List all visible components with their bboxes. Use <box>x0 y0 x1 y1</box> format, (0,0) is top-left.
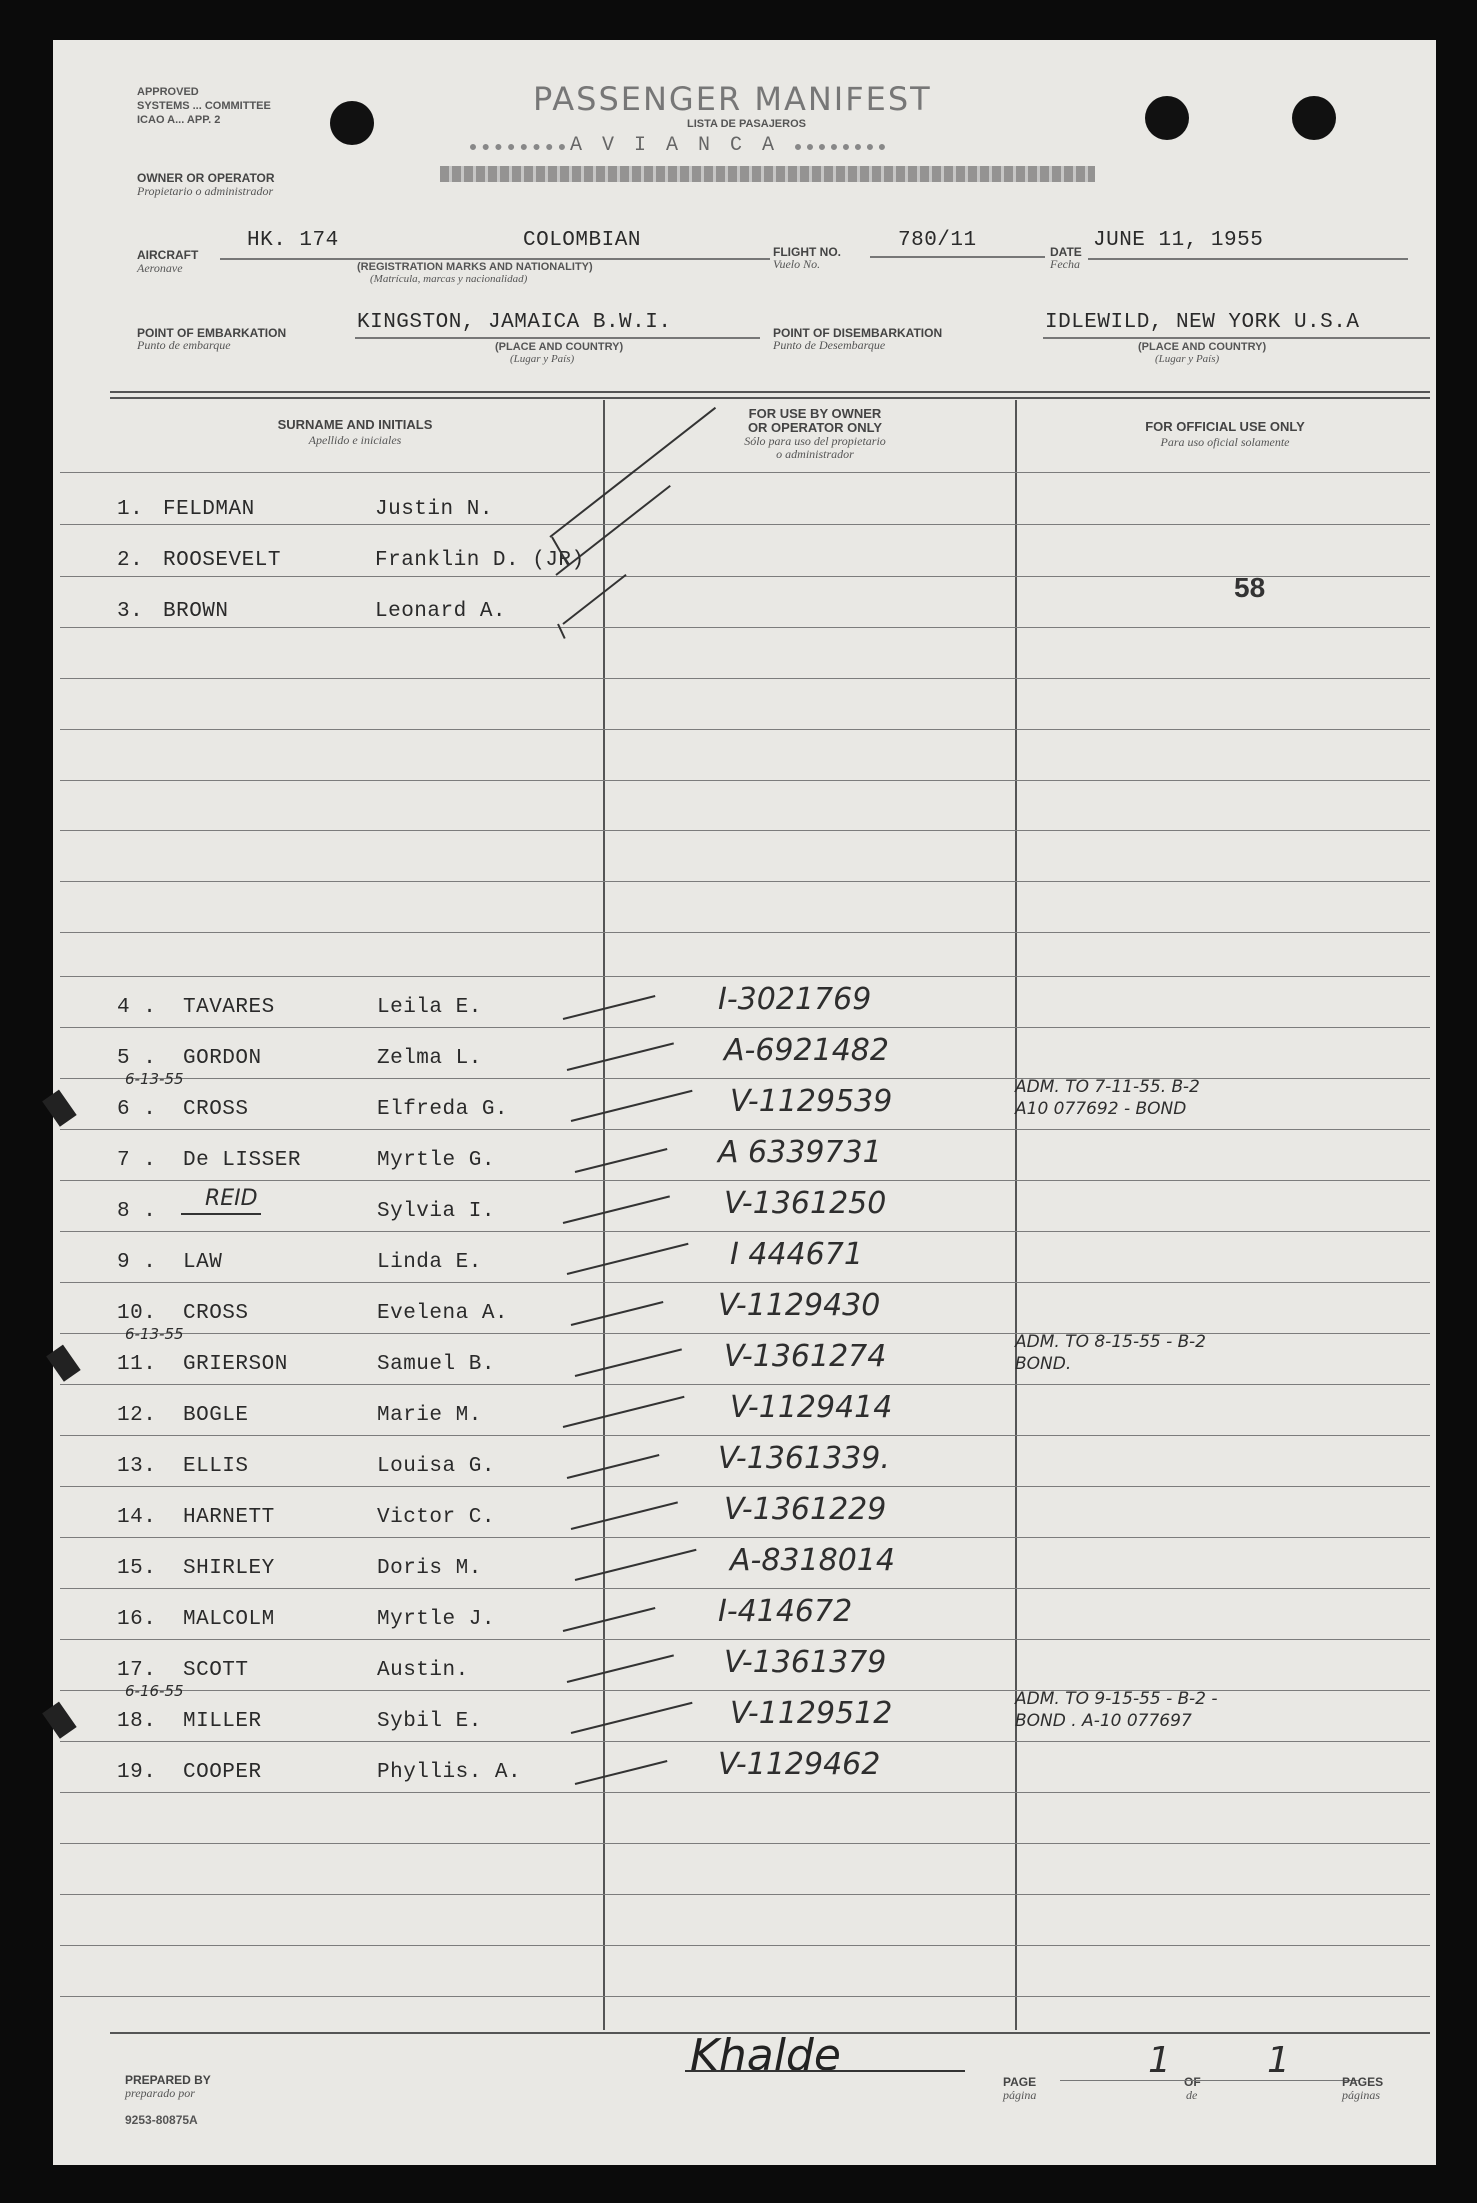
disembarkation-point: IDLEWILD, NEW YORK U.S.A <box>1045 311 1360 334</box>
travel-document-number: V-1129539 <box>730 1084 893 1119</box>
ruled-line <box>60 976 1430 977</box>
passenger-given-name: Phyllis. A. <box>377 1761 522 1784</box>
ruled-line <box>60 1894 1430 1895</box>
official-annotation: ADM. TO 7-11-55. B-2 A10 077692 - BOND <box>1015 1077 1200 1119</box>
row-number: 18. <box>117 1710 157 1733</box>
owner-label-es: Propietario o administrador <box>137 184 274 198</box>
prepared-by-label-es: preparado por <box>125 2086 195 2100</box>
disembarkation-underline <box>1043 337 1430 339</box>
table-top-border <box>110 391 1430 399</box>
owner-label: OWNER OR OPERATOR <box>137 171 275 185</box>
passenger-surname: De LISSER <box>183 1149 301 1172</box>
travel-document-number: V-1129414 <box>730 1390 893 1425</box>
ruled-line <box>60 1282 1430 1283</box>
passenger-given-name: Evelena A. <box>377 1302 509 1325</box>
passenger-given-name: Samuel B. <box>377 1353 495 1376</box>
row-number: 10. <box>117 1302 157 1325</box>
row-number: 11. <box>117 1353 157 1376</box>
passenger-surname: COOPER <box>183 1761 262 1784</box>
ruled-line <box>60 1231 1430 1232</box>
flight-no-label-es: Vuelo No. <box>773 257 821 271</box>
ruled-line <box>60 1333 1430 1334</box>
disembarkation-label: POINT OF DISEMBARKATION <box>773 326 943 340</box>
row-number: 2. <box>117 549 144 572</box>
page-underline <box>1060 2080 1360 2081</box>
embarkation-label-es: Punto de embarque <box>137 338 231 352</box>
approval-line: ICAO A... APP. 2 <box>137 114 221 126</box>
passenger-surname: ROOSEVELT <box>163 549 281 572</box>
margin-scribble-icon: █ <box>47 1345 81 1383</box>
punch-hole <box>1145 96 1189 140</box>
approval-line: SYSTEMS ... COMMITTEE <box>137 100 271 112</box>
travel-document-number: V-1129430 <box>718 1288 881 1323</box>
travel-document-number: A-8318014 <box>730 1543 895 1578</box>
passenger-surname: BROWN <box>163 600 229 623</box>
embarkation-point: KINGSTON, JAMAICA B.W.I. <box>357 311 672 334</box>
page-label-es: página <box>1003 2088 1037 2102</box>
pages-total: 1 <box>1267 2040 1290 2081</box>
flight-number: 780/11 <box>898 229 977 252</box>
row-number: 3. <box>117 600 144 623</box>
ruled-line <box>60 881 1430 882</box>
travel-document-number: I-3021769 <box>718 982 872 1017</box>
ruled-line <box>60 1027 1430 1028</box>
prepared-by-label: PREPARED BY <box>125 2073 211 2087</box>
row-number: 19. <box>117 1761 157 1784</box>
travel-document-number: V-1129512 <box>730 1696 893 1731</box>
of-label: OF <box>1184 2075 1201 2089</box>
surname-correction: REID <box>205 1186 258 1211</box>
travel-document-number: I 444671 <box>730 1237 863 1272</box>
preparer-signature: Khalde <box>690 2030 841 2081</box>
passenger-surname: FELDMAN <box>163 498 255 521</box>
punch-hole <box>330 101 374 145</box>
passenger-given-name: Austin. <box>377 1659 469 1682</box>
flight-no-label: FLIGHT NO. <box>773 245 841 259</box>
passenger-given-name: Franklin D. (JR) <box>375 549 585 572</box>
passenger-given-name: Sylvia I. <box>377 1200 495 1223</box>
margin-scribble-icon: █ <box>43 1702 77 1740</box>
place-caption: (PLACE AND COUNTRY) <box>495 341 624 353</box>
passenger-surname: GRIERSON <box>183 1353 288 1376</box>
official-annotation: ADM. TO 9-15-55 - B-2 - BOND . A-10 077697 <box>1015 1689 1218 1731</box>
passenger-given-name: Marie M. <box>377 1404 482 1427</box>
row-number: 14. <box>117 1506 157 1529</box>
ruled-line <box>60 830 1430 831</box>
ruled-line <box>60 678 1430 679</box>
passenger-surname: MILLER <box>183 1710 262 1733</box>
margin-scribble-icon: █ <box>43 1090 77 1128</box>
ruled-line <box>60 1537 1430 1538</box>
column-header-owner-es: Sólo para uso del propietario o administrador <box>744 434 886 461</box>
ruled-line <box>60 729 1430 730</box>
margin-date-note: 6-13-55 <box>125 1325 184 1343</box>
airline-ornament <box>795 144 885 150</box>
row-number: 1. <box>117 498 144 521</box>
ruled-line <box>60 780 1430 781</box>
row-number: 7 . <box>117 1149 157 1172</box>
official-count: 58 <box>1234 572 1266 603</box>
passenger-given-name: Doris M. <box>377 1557 482 1580</box>
ruled-line <box>60 1180 1430 1181</box>
passenger-surname: SHIRLEY <box>183 1557 275 1580</box>
passenger-given-name: Elfreda G. <box>377 1098 509 1121</box>
ruled-line <box>60 1435 1430 1436</box>
approval-line: APPROVED <box>137 86 199 98</box>
ruled-line <box>60 576 1430 577</box>
ruled-line <box>60 1996 1430 1997</box>
passenger-surname: GORDON <box>183 1047 262 1070</box>
passenger-surname: CROSS <box>183 1098 249 1121</box>
column-header-surname-es: Apellido e iniciales <box>308 433 402 447</box>
signature-underline <box>685 2070 965 2072</box>
place-caption-es: (Lugar y País) <box>510 353 575 365</box>
row-number: 8 . <box>117 1200 157 1223</box>
date-underline <box>1088 258 1408 260</box>
ruled-line <box>60 1384 1430 1385</box>
passenger-given-name: Myrtle J. <box>377 1608 495 1631</box>
aircraft-underline <box>220 258 770 260</box>
date-label: DATE <box>1050 245 1082 259</box>
ruled-line <box>60 1945 1430 1946</box>
struck-airline-name <box>440 166 1095 182</box>
page-title-spanish: LISTA DE PASAJEROS <box>687 118 806 130</box>
row-number: 13. <box>117 1455 157 1478</box>
passenger-given-name: Leila E. <box>377 996 482 1019</box>
place-caption-es: (Lugar y País) <box>1155 353 1220 365</box>
airline-ornament <box>470 144 565 150</box>
row-number: 6 . <box>117 1098 157 1121</box>
row-number: 15. <box>117 1557 157 1580</box>
passenger-surname: CROSS <box>183 1302 249 1325</box>
travel-document-number: V-1129462 <box>718 1747 881 1782</box>
column-header-owner: FOR USE BY OWNER OR OPERATOR ONLY <box>747 406 883 435</box>
aircraft-label: AIRCRAFT <box>137 248 199 262</box>
passenger-given-name: Justin N. <box>375 498 493 521</box>
passenger-surname: HARNETT <box>183 1506 275 1529</box>
row-number: 5 . <box>117 1047 157 1070</box>
column-header-official: FOR OFFICIAL USE ONLY <box>1145 419 1305 434</box>
row-number: 4 . <box>117 996 157 1019</box>
travel-document-number: I-414672 <box>718 1594 853 1629</box>
aircraft-nationality: COLOMBIAN <box>523 229 641 252</box>
page-number: 1 <box>1148 2040 1171 2081</box>
passenger-surname: MALCOLM <box>183 1608 275 1631</box>
passenger-given-name: Myrtle G. <box>377 1149 495 1172</box>
flight-date: JUNE 11, 1955 <box>1093 229 1264 252</box>
registration-caption-es: (Matrícula, marcas y nacionalidad) <box>370 273 528 285</box>
ruled-line <box>60 1792 1430 1793</box>
ruled-line <box>60 932 1430 933</box>
row-number: 9 . <box>117 1251 157 1274</box>
column-divider <box>603 400 605 2030</box>
form-number: 9253-80875A <box>125 2113 198 2127</box>
travel-document-number: V-1361379 <box>724 1645 887 1680</box>
passenger-given-name: Sybil E. <box>377 1710 482 1733</box>
row-number: 17. <box>117 1659 157 1682</box>
row-number: 12. <box>117 1404 157 1427</box>
passenger-surname: ELLIS <box>183 1455 249 1478</box>
passenger-given-name: Victor C. <box>377 1506 495 1529</box>
margin-date-note: 6-13-55 <box>125 1070 184 1088</box>
page-label: PAGE <box>1003 2075 1037 2089</box>
official-annotation: ADM. TO 8-15-55 - B-2 BOND. <box>1015 1332 1206 1374</box>
of-label-es: de <box>1186 2088 1198 2102</box>
column-divider <box>1015 400 1017 2030</box>
travel-document-number: V-1361274 <box>724 1339 887 1374</box>
surname-strikethrough <box>181 1213 261 1215</box>
row-number: 16. <box>117 1608 157 1631</box>
passenger-surname: TAVARES <box>183 996 275 1019</box>
embarkation-label: POINT OF EMBARKATION <box>137 326 287 340</box>
passenger-given-name: Louisa G. <box>377 1455 495 1478</box>
ruled-line <box>60 1129 1430 1130</box>
pages-label: PAGES <box>1342 2075 1384 2089</box>
travel-document-number: A 6339731 <box>718 1135 882 1170</box>
pages-label-es: páginas <box>1342 2088 1381 2102</box>
passenger-given-name: Leonard A. <box>375 600 507 623</box>
disembarkation-label-es: Punto de Desembarque <box>773 338 886 352</box>
date-label-es: Fecha <box>1050 257 1080 271</box>
registration-caption: (REGISTRATION MARKS AND NATIONALITY) <box>357 261 593 273</box>
page-title: PASSENGER MANIFEST <box>533 80 932 118</box>
passenger-surname: SCOTT <box>183 1659 249 1682</box>
airline-name: A V I A N C A <box>570 134 779 157</box>
embarkation-underline <box>355 337 760 339</box>
ruled-line <box>60 472 1430 473</box>
passenger-surname: BOGLE <box>183 1404 249 1427</box>
aircraft-registration: HK. 174 <box>247 229 339 252</box>
place-caption: (PLACE AND COUNTRY) <box>1138 341 1267 353</box>
ruled-line <box>60 1639 1430 1640</box>
margin-date-note: 6-16-55 <box>125 1682 184 1700</box>
travel-document-number: V-1361229 <box>724 1492 887 1527</box>
ruled-line <box>60 1690 1430 1691</box>
ruled-line <box>60 1843 1430 1844</box>
punch-hole <box>1292 96 1336 140</box>
travel-document-number: V-1361250 <box>724 1186 887 1221</box>
ruled-line <box>60 627 1430 628</box>
passenger-given-name: Linda E. <box>377 1251 482 1274</box>
aircraft-label-es: Aeronave <box>137 261 183 275</box>
ruled-line <box>60 1741 1430 1742</box>
ruled-line <box>60 1078 1430 1079</box>
column-header-official-es: Para uso oficial solamente <box>1160 435 1290 449</box>
flight-underline <box>870 256 1045 258</box>
travel-document-number: V-1361339. <box>718 1441 890 1476</box>
travel-document-number: A-6921482 <box>724 1033 889 1068</box>
passenger-given-name: Zelma L. <box>377 1047 482 1070</box>
ruled-line <box>60 524 1430 525</box>
ruled-line <box>60 1486 1430 1487</box>
passenger-surname: LAW <box>183 1251 223 1274</box>
ruled-line <box>60 1588 1430 1589</box>
column-header-surname: SURNAME AND INITIALS <box>277 417 433 432</box>
